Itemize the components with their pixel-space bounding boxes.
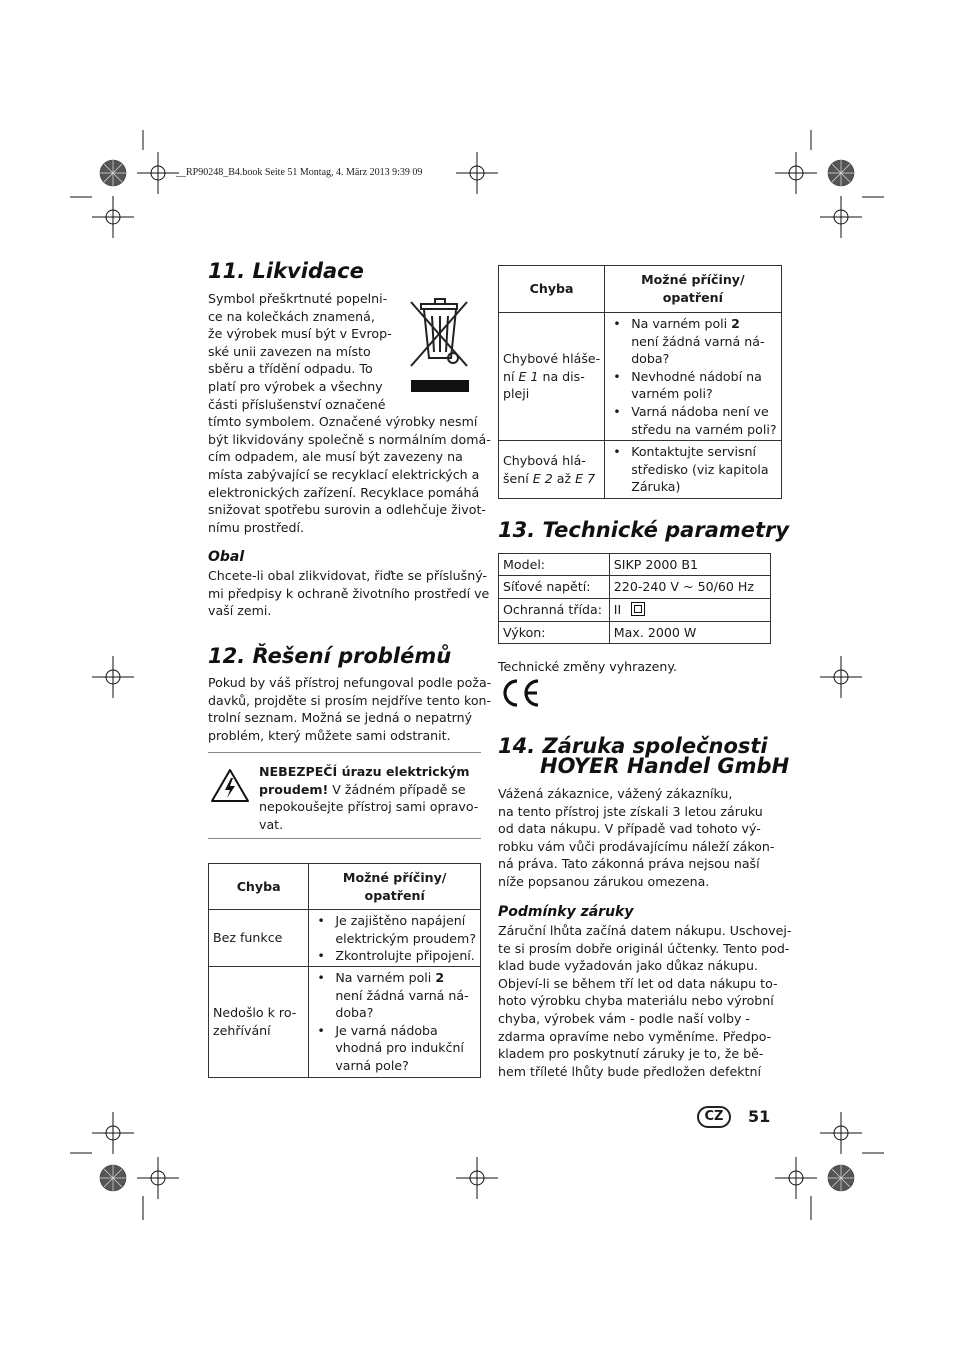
text-line: problém, který můžete sami odstranit. bbox=[208, 727, 451, 743]
obal-paragraph bbox=[208, 567, 489, 620]
text-line: klad bude vyžadován jako důkaz nákupu. bbox=[498, 958, 759, 974]
text-line: elektronických zařízení. Recyklace pomáhá bbox=[208, 484, 480, 500]
fault-text: Bez funkce bbox=[213, 930, 283, 946]
fault-text: pleji bbox=[503, 386, 530, 402]
cause-item bbox=[631, 403, 776, 438]
spec-value: II bbox=[613, 602, 622, 618]
cause-text: středu na varném poli? bbox=[631, 421, 777, 437]
divider bbox=[208, 838, 481, 839]
fault-cell bbox=[209, 910, 309, 967]
text-line: ské unii zavezen na místo bbox=[208, 343, 371, 359]
cause-text: doba? bbox=[631, 351, 670, 367]
text-line: ce na kolečkách znamená, bbox=[208, 308, 375, 324]
spec-row bbox=[499, 576, 771, 599]
warning-text bbox=[259, 763, 478, 833]
causes-list bbox=[609, 443, 776, 496]
cause-text: • Na varném poli 2 bbox=[335, 970, 445, 985]
section-14-title: 14. Záruka společnosti HOYER Handel GmbH bbox=[498, 734, 790, 778]
cause-item bbox=[335, 947, 476, 965]
causes-cell bbox=[605, 441, 781, 499]
section-12-paragraph bbox=[208, 674, 491, 744]
spec-label: Model: bbox=[499, 554, 610, 576]
text-line: cím odpadem, ale musí být zavezeny na bbox=[208, 449, 463, 465]
spec-label: Ochranná třída: bbox=[499, 599, 610, 622]
text-line: Objeví-li se během tří let od data nákupu to- bbox=[498, 975, 778, 991]
text-line: Pokud by váš přístroj nefungoval podle poža- bbox=[208, 675, 492, 690]
crossed-out-wheelie-bin-icon bbox=[405, 296, 475, 396]
cause-text: doba? bbox=[335, 1005, 374, 1021]
text-line: zdarma opravíme nebo vyměníme. Předpo- bbox=[498, 1028, 772, 1044]
header-fault: Chyba bbox=[499, 266, 605, 313]
text-line: níže popsanou zárukou omezena. bbox=[498, 873, 710, 889]
text-line: Chcete-li obal zlikvidovat, řiďte se příslušný- bbox=[208, 568, 487, 583]
fault-text: ní E 1 na dis- bbox=[503, 368, 585, 384]
fault-text: zehřívání bbox=[213, 1023, 271, 1038]
spec-label: Síťové napětí: bbox=[499, 576, 610, 599]
text-line: vaší zemi. bbox=[208, 603, 272, 619]
cause-item bbox=[631, 315, 776, 368]
cause-text: • Zkontrolujte připojení. bbox=[335, 948, 475, 964]
language-badge: CZ bbox=[697, 1106, 731, 1128]
spec-row bbox=[499, 622, 771, 644]
header-causes: Možné příčiny/ opatření bbox=[309, 864, 481, 910]
cause-text: není žádná varná ná- bbox=[631, 333, 765, 349]
text-line: tímto symbolem. Označené výrobky nesmí bbox=[208, 414, 478, 430]
fault-cell bbox=[499, 313, 605, 441]
text-line: hem tříleté lhůty bude předložen defektní bbox=[498, 1063, 761, 1079]
text-line: Vážená zákaznice, vážený zákazníku, bbox=[498, 786, 733, 801]
text-line: ná práva. Tato zákonná práva nejsou naší bbox=[498, 856, 760, 872]
table-header-row bbox=[499, 266, 782, 313]
header-fault: Chyba bbox=[209, 864, 309, 910]
cause-item bbox=[335, 912, 476, 947]
text-line: chyba, výrobek vám - podle naší volby - bbox=[498, 1010, 750, 1026]
causes-list bbox=[313, 912, 476, 965]
print-header: __RP90248_B4.book Seite 51 Montag, 4. März 2013 9:39 09 bbox=[176, 167, 423, 178]
technical-specs-table bbox=[498, 553, 771, 644]
spec-value-cell bbox=[609, 599, 770, 622]
warning-heading: NEBEZPEČÍ úrazu elektrickým bbox=[259, 764, 470, 779]
cause-item bbox=[631, 368, 776, 403]
table-row bbox=[499, 441, 782, 499]
fault-text: Chybové hláše- bbox=[503, 351, 601, 367]
section-12-title: 12. Řešení problémů bbox=[208, 644, 452, 668]
text-line: platí pro výrobek a všechny bbox=[208, 378, 383, 394]
troubleshooting-table-left bbox=[208, 863, 481, 1078]
spec-value: SIKP 2000 B1 bbox=[609, 554, 770, 576]
cause-text: • Nevhodné nádobí na bbox=[631, 368, 762, 384]
causes-cell bbox=[309, 910, 481, 967]
cause-item bbox=[335, 1022, 476, 1075]
electric-shock-warning-icon bbox=[210, 768, 250, 804]
cause-text: varná pole? bbox=[335, 1057, 409, 1073]
section-14-paragraph bbox=[498, 785, 774, 891]
text-line: mi předpisy k ochraně životního prostředí ve bbox=[208, 585, 490, 601]
cause-item bbox=[335, 969, 476, 1022]
protection-class-ii-icon bbox=[631, 602, 645, 616]
fault-text: Nedošlo k ro- bbox=[213, 1005, 297, 1021]
obal-title: Obal bbox=[208, 549, 245, 565]
text-line: Záruční lhůta začíná datem nákupu. Uschovej- bbox=[498, 923, 792, 938]
causes-cell bbox=[309, 967, 481, 1078]
cause-text: vhodná pro indukční bbox=[335, 1040, 464, 1056]
fault-cell bbox=[499, 441, 605, 499]
text-line: snižovat spotřebu surovin a odlehčuje život- bbox=[208, 502, 486, 518]
table-header-row bbox=[209, 864, 481, 910]
ce-mark-icon bbox=[499, 677, 541, 709]
table-row bbox=[499, 313, 782, 441]
text-line: na tento přístroj jste získali 3 letou záruku bbox=[498, 803, 763, 819]
warning-text-line: V žádném případě se bbox=[328, 781, 466, 797]
text-line: Symbol přeškrtnuté popelni- bbox=[208, 291, 388, 306]
cause-text: elektrickým proudem? bbox=[335, 930, 476, 946]
fault-cell bbox=[209, 967, 309, 1078]
divider bbox=[208, 752, 481, 753]
cause-text: Záruka) bbox=[631, 479, 681, 495]
text-line: te si prosím dobře originál účtenky. Tento pod- bbox=[498, 940, 790, 956]
causes-list bbox=[313, 969, 476, 1075]
cause-item bbox=[631, 443, 776, 496]
warning-text-line: nepokoušejte přístroj sami opravo- bbox=[259, 799, 479, 815]
cause-text: • Je zajištěno napájení bbox=[335, 913, 466, 928]
header-causes: Možné příčiny/ opatření bbox=[605, 266, 781, 313]
technical-note: Technické změny vyhrazeny. bbox=[498, 659, 678, 674]
fault-text: Chybová hlá- bbox=[503, 452, 586, 468]
section-11-title: 11. Likvidace bbox=[208, 259, 364, 283]
fault-text: šení E 2 až E 7 bbox=[503, 470, 596, 486]
causes-list bbox=[609, 315, 776, 438]
spec-value: 220-240 V ~ 50/60 Hz bbox=[609, 576, 770, 599]
cause-text: • Kontaktujte servisní bbox=[631, 444, 757, 459]
text-line: části příslušenství označené bbox=[208, 396, 386, 412]
warranty-conditions-paragraph bbox=[498, 922, 791, 1080]
text-line: robku vám vůči prodávajícímu náleží zákon- bbox=[498, 838, 775, 854]
warning-heading-2: proudem! bbox=[259, 781, 329, 797]
spec-label: Výkon: bbox=[499, 622, 610, 644]
spec-value: Max. 2000 W bbox=[609, 622, 770, 644]
cause-text: středisko (viz kapitola bbox=[631, 461, 769, 477]
cause-text: varném poli? bbox=[631, 386, 713, 402]
cause-text: • Je varná nádoba bbox=[335, 1022, 438, 1038]
text-line: hoto výrobku chyba materiálu nebo výrobní bbox=[498, 993, 774, 1009]
spec-row bbox=[499, 554, 771, 576]
text-line: nímu prostředí. bbox=[208, 519, 304, 535]
warranty-conditions-title: Podmínky záruky bbox=[498, 904, 634, 920]
text-line: být likvidovány společně s normálním domá- bbox=[208, 431, 491, 447]
text-line: kladem pro poskytnutí záruky je to, že bě- bbox=[498, 1046, 764, 1062]
page-number: 51 bbox=[748, 1107, 771, 1126]
text-line: od data nákupu. V případě vad tohoto vý- bbox=[498, 821, 761, 837]
cause-text: • Na varném poli 2 bbox=[631, 316, 740, 331]
troubleshooting-table-right bbox=[498, 265, 782, 499]
warning-text-line: vat. bbox=[259, 816, 284, 832]
table-row bbox=[209, 910, 481, 967]
text-line: davků, projděte si prosím nejdříve tento kon- bbox=[208, 692, 492, 708]
text-line: sběru a třídění odpadu. To bbox=[208, 361, 373, 377]
spec-row bbox=[499, 599, 771, 622]
causes-cell bbox=[605, 313, 781, 441]
section-13-title: 13. Technické parametry bbox=[498, 518, 790, 542]
text-line: trolní seznam. Možná se jedná o nepatrný bbox=[208, 710, 473, 726]
cause-text: • Varná nádoba není ve bbox=[631, 403, 769, 419]
cause-text: není žádná varná ná- bbox=[335, 987, 469, 1003]
text-line: že výrobek musí být v Evrop- bbox=[208, 326, 392, 342]
table-row bbox=[209, 967, 481, 1078]
text-line: místa zabývající se recyklací elektrických a bbox=[208, 466, 480, 482]
